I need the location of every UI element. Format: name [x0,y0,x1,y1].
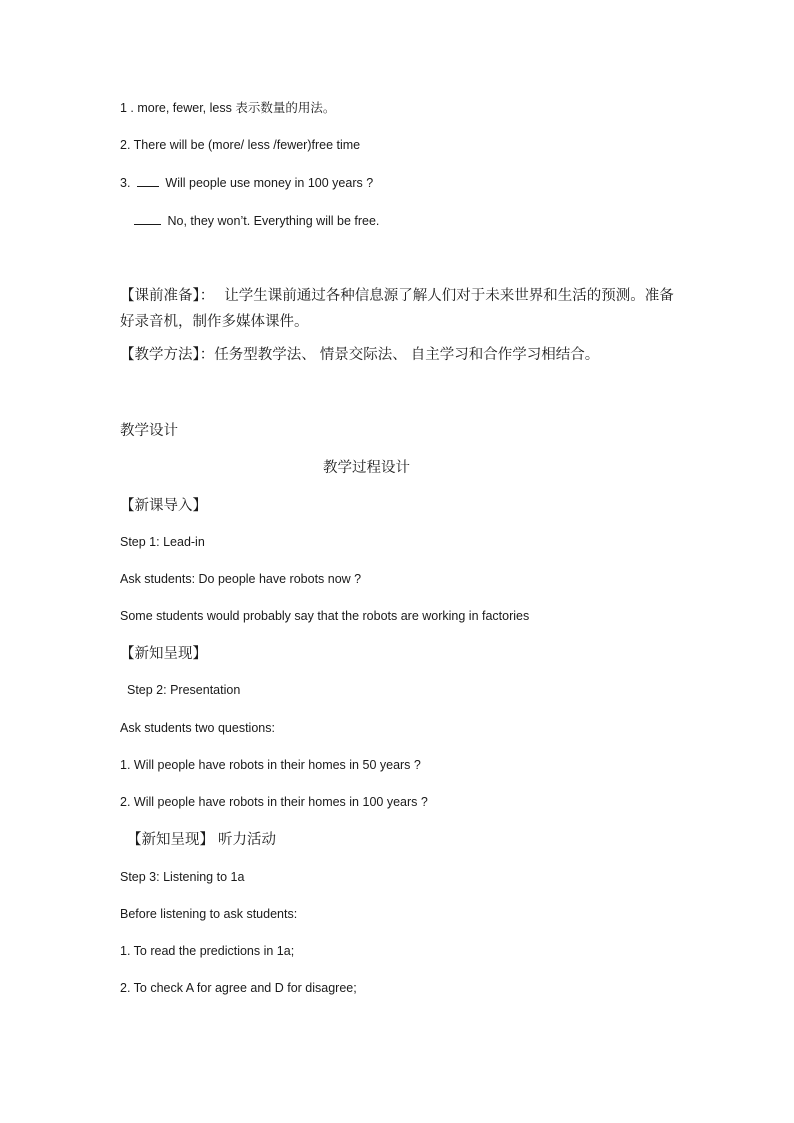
preparation-label: 【课前准备】： [120,288,215,304]
presentation-question-1: 1. Will people have robots in their homes in 50 years ? [120,758,421,772]
method-paragraph [120,345,599,365]
listening-before: Before listening to ask students: [120,907,298,921]
lead-in-note: Some students would probably say that the robots are working in factories [120,609,530,623]
lead-in-heading: 【新课导入】 [120,498,207,514]
grammar-point-3-answer: No, they won’t. Everything will be free. [167,214,380,228]
design-heading: 教学设计 [120,423,178,439]
lead-in-step: Step 1: Lead-in [120,535,205,549]
listening-task-2: 2. To check A for agree and D for disagree; [120,981,357,995]
grammar-point-2: 2. There will be (more/ less /fewer)free time [120,138,361,152]
listening-heading: 【新知呈现】 听力活动 [127,832,277,848]
method-text: 任务型教学法、 情景交际法、 自主学习和合作学习相结合。 [214,347,600,363]
grammar-point-3-answer-line [134,212,379,229]
preparation-paragraph [120,283,680,335]
grammar-point-3-number: 3. [120,176,131,190]
presentation-ask: Ask students two questions: [120,721,275,735]
presentation-heading: 【新知呈现】 [120,646,207,662]
grammar-point-1: 1 . more, fewer, less 表示数量的用法。 [120,101,336,115]
presentation-step: Step 2: Presentation [127,683,241,697]
listening-task-1: 1. To read the predictions in 1a; [120,944,295,958]
listening-step: Step 3: Listening to 1a [120,870,245,884]
lead-in-question: Ask students: Do people have robots now ? [120,572,362,586]
presentation-question-2: 2. Will people have robots in their homes in 100 years ? [120,795,428,809]
method-label: 【教学方法】： [120,347,215,363]
preparation-text: 让学生课前通过各种信息源了解人们对于未来世界和生活的预测。准备好录音机，制作多媒体课件。 [120,288,674,330]
grammar-point-3-question: Will people use money in 100 years ? [165,176,374,190]
answer-blank [134,212,161,225]
answer-blank [137,174,159,187]
process-title: 教学过程设计 [323,460,410,476]
grammar-point-3 [120,174,373,191]
